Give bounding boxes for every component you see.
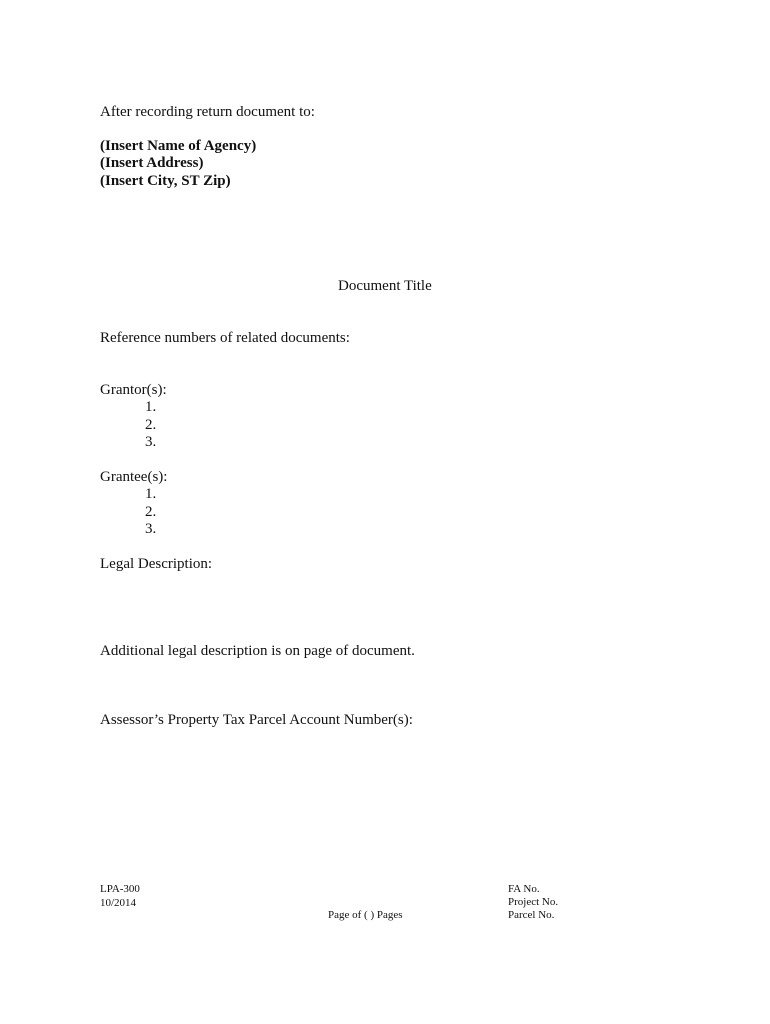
parcel-number-footer-label: Parcel No.: [508, 909, 555, 921]
return-label: After recording return document to:: [100, 104, 315, 120]
form-number: LPA-300: [100, 883, 140, 895]
reference-label: Reference numbers of related documents:: [100, 330, 350, 346]
document-title: Document Title: [338, 278, 432, 294]
agency-city: (Insert City, ST Zip): [100, 173, 231, 189]
grantee-item: 3.: [145, 521, 157, 537]
grantee-label: Grantee(s):: [100, 469, 168, 485]
grantor-label: Grantor(s):: [100, 382, 167, 398]
grantor-item: 1.: [145, 399, 157, 415]
grantor-item: 3.: [145, 434, 157, 450]
grantee-item: 2.: [145, 504, 157, 520]
agency-address: (Insert Address): [100, 155, 204, 171]
grantee-item: 1.: [145, 486, 157, 502]
legal-description-label: Legal Description:: [100, 556, 213, 572]
parcel-number-label: Assessor’s Property Tax Parcel Account Number(s):: [100, 712, 413, 728]
page-counter: Page of ( ) Pages: [328, 909, 403, 921]
fa-number-label: FA No.: [508, 883, 540, 895]
agency-name: (Insert Name of Agency): [100, 138, 257, 154]
form-date: 10/2014: [100, 897, 137, 909]
additional-legal-text: Additional legal description is on page of document.: [100, 643, 415, 659]
project-number-label: Project No.: [508, 896, 559, 908]
grantor-item: 2.: [145, 417, 157, 433]
